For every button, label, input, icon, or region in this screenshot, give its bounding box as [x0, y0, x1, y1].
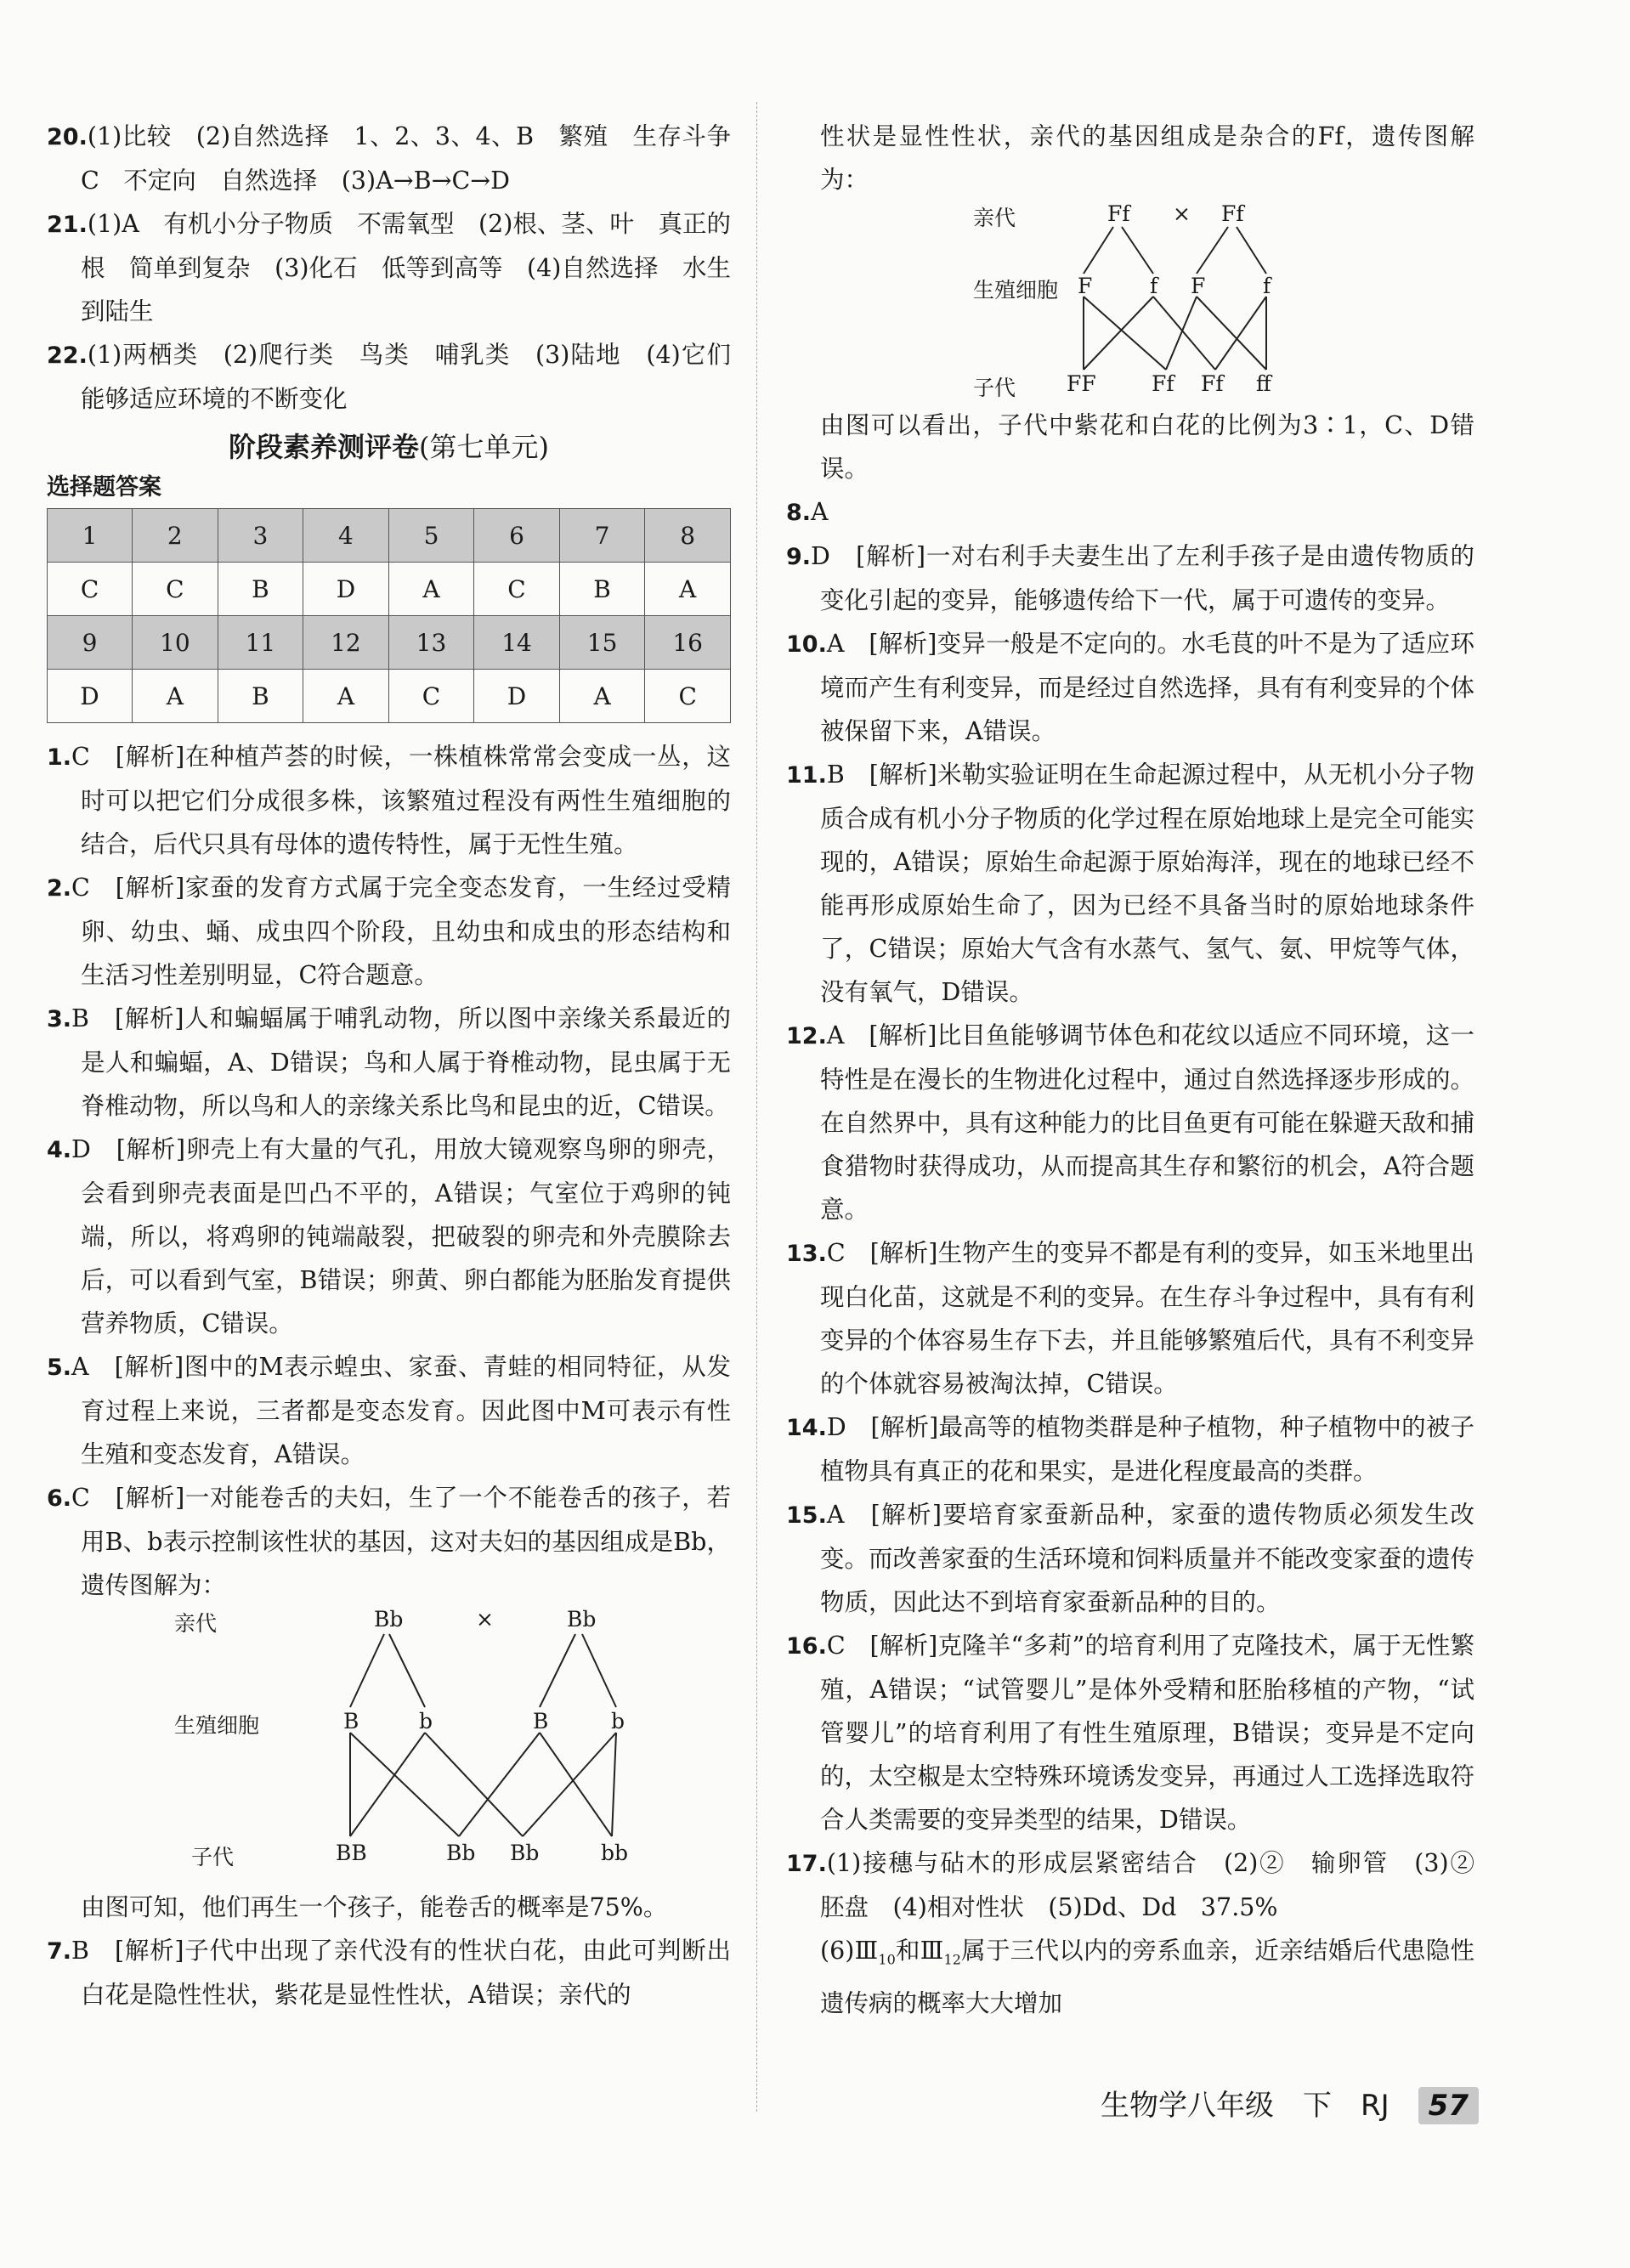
label-parent: 亲代 [973, 206, 1016, 230]
mc-heading: 选择题答案 [47, 474, 161, 501]
label-child: 子代 [191, 1845, 235, 1869]
offspring: Bb [446, 1841, 476, 1865]
answer-6-conclusion: 由图可知，他们再生一个孩子，能卷舌的概率是75%。 [81, 1893, 668, 1921]
parent-1: Ff [1107, 201, 1130, 226]
label-parent: 亲代 [174, 1611, 218, 1636]
right-column [786, 115, 1499, 2025]
table-row: 9 10 11 12 13 14 15 16 [48, 616, 731, 670]
table-row: C C B D A C B A [48, 563, 731, 616]
answer-6: 6.C [解析]一对能卷舌的夫妇，生了一个不能卷舌的孩子，若用B、b表示控制该性状的基因，这对夫妇的基因组成是Bb，遗传图解为： [47, 1484, 731, 1599]
answer-4: 4.D [解析]卵壳上有大量的气孔，用放大镜观察鸟卵的卵壳，会看到卵壳表面是凹凸不平的，A错误；气室位于鸡卵的钝端，所以，将鸡卵的钝端敲裂，把破裂的卵壳和外壳膜除去后，可以看到气室，B错误；卵黄、卵白都能为胚胎发育提供营养物质，C错误。 [47, 1135, 731, 1338]
answer-13: 13.C [解析]生物产生的变异不都是有利的变异，如玉米地里出现白化苗，这就是不利的变异。在生存斗争过程中，具有有利变异的个体容易生存下去，并且能够繁殖后代，具有不利变异的个体就容易被淘汰掉，C错误。 [786, 1239, 1474, 1398]
cross-symbol: × [1173, 201, 1191, 226]
answer-10: 10.A [解析]变异一般是不定向的。水毛茛的叶不是为了适应环境而产生有利变异，而是经过自然选择，具有有利变异的个体被保留下来，A错误。 [786, 630, 1474, 745]
answer-1: 1.C [解析]在种植芦荟的时候，一株植株常常会变成一丛，这时可以把它们分成很多株，该繁殖过程没有两性生殖细胞的结合，后代只具有母体的遗传特性，属于无性生殖。 [47, 743, 731, 858]
answer-22: 22.(1)两栖类 (2)爬行类 鸟类 哺乳类 (3)陆地 (4)它们能够适应环境的不断变化 [47, 341, 731, 413]
answer-2: 2.C [解析]家蚕的发育方式属于完全变态发育，一生经过受精卵、幼虫、蛹、成虫四个阶段，且幼虫和成虫的形态结构和生活习性差别明显，C符合题意。 [47, 874, 731, 989]
offspring: bb [601, 1841, 629, 1865]
table-row: 1 2 3 4 5 6 7 8 [48, 509, 731, 563]
genetic-diagram-bb [47, 1607, 731, 1870]
genetic-diagram-ff [786, 201, 1474, 400]
table-row: D A B A C D A C [48, 670, 731, 723]
answer-9: 9.D [解析]一对右利手夫妻生出了左利手孩子是由遗传物质的变化引起的变异，能够遗传给下一代，属于可遗传的变异。 [786, 542, 1474, 614]
answer-12: 12.A [解析]比目鱼能够调节体色和花纹以适应不同环境，这一特性是在漫长的生物进化过程中，通过自然选择逐步形成的。在自然界中，具有这种能力的比目鱼更有可能在躲避天敌和捕食猎物时获得成功，从而提高其生存和繁衍的机会，A符合题意。 [786, 1021, 1474, 1224]
answer-17: 17.(1)接穗与砧木的形成层紧密结合 (2)② 输卵管 (3)② 胚盘 (4)相对性状 (5)Dd、Dd 37.5% [786, 1849, 1499, 1921]
answer-7-continued: 性状是显性性状，亲代的基因组成是杂合的Ff，遗传图解为： [820, 122, 1474, 194]
answer-5: 5.A [解析]图中的M表示蝗虫、家蚕、青蛙的相同特征，从发育过程上来说，三者都是变态发育。因此图中M可表示有性生殖和变态发育，A错误。 [47, 1353, 731, 1468]
answer-15: 15.A [解析]要培育家蚕新品种，家蚕的遗传物质必须发生改变。而改善家蚕的生活环境和饲料质量并不能改变家蚕的遗传物质，因此达不到培育家蚕新品种的目的。 [786, 1501, 1474, 1616]
label-child: 子代 [973, 376, 1016, 400]
offspring: Ff [1152, 371, 1174, 396]
answer-16: 16.C [解析]克隆羊“多莉”的培育利用了克隆技术，属于无性繁殖，A错误；“试管婴儿”是体外受精和胚胎移植的产物，“试管婴儿”的培育利用了有性生殖原理，B错误；变异是不定向的，太空椒是太空特殊环境诱发变异，再通过人工选择选取符合人类需要的变异类型的结果，D错误。 [786, 1632, 1474, 1834]
gamete: b [419, 1709, 433, 1734]
diagram-lines [47, 1607, 731, 1870]
offspring: Bb [510, 1841, 540, 1865]
page-footer [1101, 2082, 1479, 2124]
label-gamete: 生殖细胞 [174, 1713, 260, 1738]
diagram-lines [786, 201, 1474, 397]
cross-symbol: × [476, 1607, 494, 1632]
section-title: 阶段素养测评卷(第七单元) [229, 431, 549, 463]
gamete: B [533, 1709, 549, 1734]
footer-subject: 生物学八年级 下 RJ [1101, 2089, 1389, 2123]
gamete: b [611, 1709, 625, 1734]
offspring: Ff [1201, 371, 1224, 396]
answer-7-conclusion: 由图可以看出，子代中紫花和白花的比例为3∶1，C、D错误。 [820, 411, 1474, 483]
answer-7: 7.B [解析]子代中出现了亲代没有的性状白花，由此可判断出白花是隐性性状，紫花是显性性状，A错误；亲代的 [47, 1937, 731, 2009]
answer-17-part6: $(6)Ⅲ_{10}$和$Ⅲ_{12}$属于三代以内的旁系血亲，近亲结婚后代患隐性遗传病的概率大大增加 [820, 1937, 1474, 2017]
answer-11: 11.B [解析]米勒实验证明在生命起源过程中，从无机小分子物质合成有机小分子物质的化学过程在原始地球上是完全可能实现的，A错误；原始生命起源于原始海洋，现在的地球已经不能再形成原始生命了，因为已经不具备当时的原始地球条件了，C错误；原始大气含有水蒸气、氢气、氨、甲烷等气体，没有氧气，D错误。 [786, 761, 1474, 1006]
parent-2: Ff [1221, 201, 1244, 226]
offspring: BB [336, 1841, 367, 1865]
gamete: f [1150, 274, 1158, 298]
gamete: F [1191, 274, 1206, 298]
column-divider [756, 102, 757, 2112]
page-number: 57 [1418, 2087, 1479, 2124]
parent-1: Bb [374, 1607, 404, 1632]
gamete: B [343, 1709, 359, 1734]
parent-2: Bb [567, 1607, 597, 1632]
offspring: FF [1067, 371, 1096, 396]
answer-3: 3.B [解析]人和蝙蝠属于哺乳动物，所以图中亲缘关系最近的是人和蝙蝠，A、D错误；鸟和人属于脊椎动物，昆虫属于无脊椎动物，所以鸟和人的亲缘关系比鸟和昆虫的近，C错误。 [47, 1004, 731, 1120]
answer-21: 21.(1)A 有机小分子物质 不需氧型 (2)根、茎、叶 真正的根 简单到复杂 (3)化石 低等到高等 (4)自然选择 水生到陆生 [47, 210, 731, 325]
left-column [47, 115, 756, 2016]
gamete: F [1078, 274, 1093, 298]
offspring: ff [1256, 371, 1271, 396]
answer-8: 8.A [786, 498, 829, 526]
answer-14: 14.D [解析]最高等的植物类群是种子植物，种子植物中的被子植物具有真正的花和果实，是进化程度最高的类群。 [786, 1413, 1474, 1485]
label-gamete: 生殖细胞 [973, 278, 1059, 303]
answer-table [47, 508, 731, 723]
gamete: f [1263, 274, 1271, 298]
answer-20: 20.(1)比较 (2)自然选择 1、2、3、4、B 繁殖 生存斗争 C 不定向 自然选择 (3)A→B→C→D [47, 122, 756, 195]
